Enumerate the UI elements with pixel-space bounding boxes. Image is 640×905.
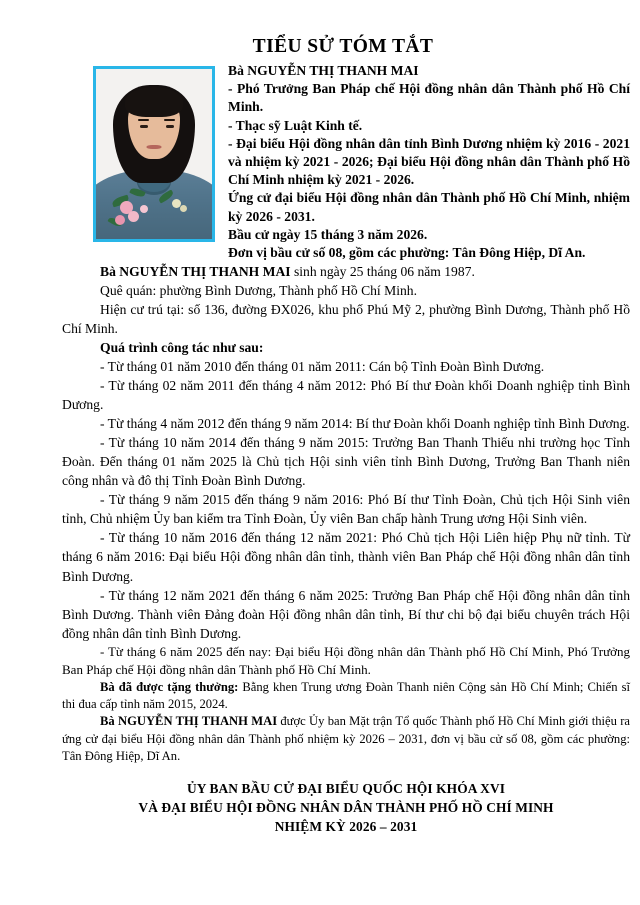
biography-body — [62, 262, 630, 765]
portrait-eye-right — [166, 125, 174, 128]
birth-rest: sinh ngày 25 tháng 06 năm 1987. — [290, 264, 475, 279]
career-item: - Từ tháng 02 năm 2011 đến tháng 4 năm 2012: Phó Bí thư Đoàn khối Doanh nghiệp tỉnh Bình Dương. — [62, 378, 630, 413]
portrait-eyebrow-left — [138, 119, 149, 121]
authority-line-2: VÀ ĐẠI BIỂU HỘI ĐỒNG NHÂN DÂN THÀNH PHỐ HỒ CHÍ MINH — [138, 800, 554, 816]
awards-label: Bà đã được tặng thưởng: — [100, 679, 239, 694]
career-item: - Từ tháng 6 năm 2025 đến nay: Đại biểu Hội đồng nhân dân Thành phố Hồ Chí Minh, Phó Trưởng Ban Pháp chế Hội đồng nhân dân Thành phố Hồ Chí Minh. — [62, 643, 630, 677]
portrait-eyebrow-right — [164, 119, 175, 121]
portrait-eye-left — [140, 125, 148, 128]
birth-name: Bà NGUYỄN THỊ THANH MAI — [100, 264, 291, 279]
nomination-info — [62, 713, 630, 765]
candidate-delegate-history: - Đại biểu Hội đồng nhân dân tỉnh Bình Dương nhiệm kỳ 2016 - 2021 và nhiệm kỳ 2021 - 2026; Đại biểu Hội đồng nhân dân Thành phố Hồ Chí Minh nhiệm kỳ 2021 - 2026. — [228, 135, 630, 188]
awards-info — [62, 679, 630, 714]
career-item: - Từ tháng 9 năm 2015 đến tháng 9 năm 2016: Phó Bí thư Tỉnh Đoàn, Chủ tịch Hội Sinh viên tỉnh, Chủ nhiệm Ủy ban kiểm tra Tỉnh Đoàn, Ủy viên Ban chấp hành Trung ương Hội Sinh viên. — [62, 492, 630, 527]
career-heading: Quá trình công tác như sau: — [100, 340, 264, 356]
portrait-embroidery-flower — [128, 211, 139, 222]
election-date: Bầu cử ngày 15 tháng 3 năm 2026. — [228, 226, 428, 242]
nomination-name: Bà NGUYỄN THỊ THANH MAI — [100, 714, 278, 729]
candidate-position: - Phó Trưởng Ban Pháp chế Hội đồng nhân dân Thành phố Hồ Chí Minh. — [228, 81, 630, 115]
candidate-header-info — [228, 62, 630, 262]
portrait-hair-front — [125, 87, 183, 117]
portrait-embroidery-flower — [140, 205, 148, 213]
candidate-photo-image — [96, 69, 212, 239]
career-item: - Từ tháng 12 năm 2021 đến tháng 6 năm 2025: Trưởng Ban Pháp chế Hội đồng nhân dân tỉnh Bình Dương. Thành viên Đảng đoàn Hội đồng nhân dân tỉnh, Bí thư chi bộ đại biểu chuyên trách Hội đồng nhân dân tỉnh Bình Dương. — [62, 587, 630, 641]
career-item: - Từ tháng 01 năm 2010 đến tháng 01 năm 2011: Cán bộ Tỉnh Đoàn Bình Dương. — [100, 359, 545, 375]
career-item: - Từ tháng 10 năm 2016 đến tháng 12 năm 2021: Phó Chủ tịch Hội Liên hiệp Phụ nữ tỉnh. Từ tháng 6 năm 2016: Đại biểu Hội đồng nhân dân tỉnh, thành viên Ban Pháp chế Hội đồng nhân dân tỉnh Bình Dương. — [62, 530, 630, 584]
candidate-education: - Thạc sỹ Luật Kinh tế. — [228, 117, 363, 133]
awards-rest: Bằng khen Trung ương Đoàn Thanh niên Cộng sản Hồ Chí Minh; Chiến sĩ thi đua cấp tỉnh năm 2015, 2024. — [62, 679, 631, 711]
authority-line-1: ỦY BAN BẦU CỬ ĐẠI BIỂU QUỐC HỘI KHÓA XVI — [186, 781, 506, 796]
portrait-embroidery-flower — [180, 205, 187, 212]
page-title: TIỂU SỬ TÓM TẮT — [252, 36, 434, 57]
career-item: - Từ tháng 10 năm 2014 đến tháng 9 năm 2015: Trưởng Ban Thanh Thiếu nhi trường học Tỉnh Đoàn. Đến tháng 01 năm 2025 là Chủ tịch Hội sinh viên tỉnh Bình Dương, Trưởng Ban Thanh niên công nhân và đô thị Tỉnh Đoàn Bình Dương. — [62, 435, 630, 489]
issuing-authority — [62, 779, 630, 836]
portrait-mouth — [147, 145, 162, 149]
candidate-candidacy: Ứng cử đại biểu Hội đồng nhân dân Thành phố Hồ Chí Minh, nhiệm kỳ 2026 - 2031. — [228, 190, 630, 224]
nomination-rest: được Ủy ban Mặt trận Tổ quốc Thành phố Hồ Chí Minh giới thiệu ra ứng cử đại biểu Hội đồng nhân dân Thành phố nhiệm kỳ 2026 – 2031, đơn vị bầu cử số 08, gồm các phường: Tân Đông Hiệp, Dĩ An. — [62, 714, 630, 763]
candidate-photo — [93, 66, 215, 242]
authority-term: NHIỆM KỲ 2026 – 2031 — [274, 819, 418, 835]
electoral-unit: Đơn vị bầu cử số 08, gồm các phường: Tân Đông Hiệp, Dĩ An. — [228, 245, 586, 261]
career-item: - Từ tháng 4 năm 2012 đến tháng 9 năm 2014: Bí thư Đoàn khối Doanh nghiệp tỉnh Bình Dương. — [100, 416, 630, 432]
residence-info: Hiện cư trú tại: số 136, đường ĐX026, khu phố Phú Mỹ 2, phường Bình Dương, Thành phố Hồ Chí Minh. — [62, 302, 630, 337]
portrait-embroidery-flower — [115, 215, 125, 225]
hometown-info: Quê quán: phường Bình Dương, Thành phố Hồ Chí Minh. — [100, 283, 417, 299]
candidate-name: Bà NGUYỄN THỊ THANH MAI — [228, 63, 419, 78]
birth-info — [62, 262, 630, 281]
